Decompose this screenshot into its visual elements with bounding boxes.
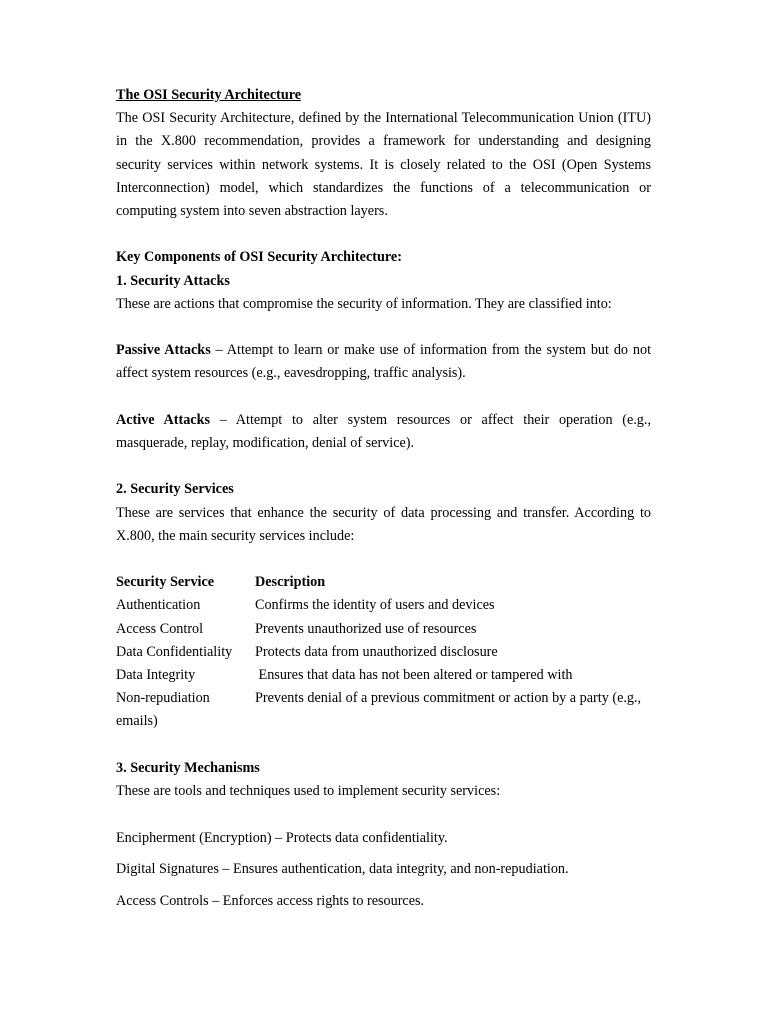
table-row bbox=[116, 664, 651, 687]
mechanism-item-encipherment: Encipherment (Encryption) – Protects data confidentiality. bbox=[116, 830, 448, 847]
document-title: The OSI Security Architecture bbox=[116, 87, 302, 103]
table-row bbox=[116, 618, 651, 641]
table-cell-service: Data Confidentiality bbox=[116, 643, 233, 660]
table-cell-continuation: emails) bbox=[116, 713, 158, 730]
intro-paragraph: The OSI Security Architecture, defined by the International Telecommunication Union (ITU) in the X.800 recommendation, provides a framework for understanding and designing security services within network systems. It is closely related to the OSI (Open Systems Interconnection) model, which standardizes the functions of a telecommunication or computing system into seven abstraction layers. bbox=[116, 110, 651, 220]
table-cell-service: Non-repudiation bbox=[116, 690, 210, 707]
spacer bbox=[116, 734, 651, 757]
table-cell-description: Prevents unauthorized use of resources bbox=[255, 620, 477, 637]
security-attacks-intro: These are actions that compromise the security of information. They are classified into: bbox=[116, 295, 612, 312]
spacer bbox=[116, 455, 651, 478]
passive-attacks-text: – Attempt to learn or make use of information from the system but do not affect system resources (e.g., eavesdropping, traffic analysis). bbox=[116, 342, 652, 382]
active-attacks-paragraph bbox=[116, 409, 651, 455]
security-mechanisms-heading: 3. Security Mechanisms bbox=[116, 759, 260, 776]
table-cell-service: Authentication bbox=[116, 597, 201, 614]
security-mechanisms-intro: These are tools and techniques used to implement security services: bbox=[116, 783, 501, 799]
table-cell-service: Data Integrity bbox=[116, 667, 196, 683]
table-cell-service: Access Control bbox=[116, 620, 204, 637]
security-services-heading: 2. Security Services bbox=[116, 481, 234, 498]
table-row bbox=[116, 641, 651, 664]
security-services-intro: These are services that enhance the security of data processing and transfer. According to X.800, the main security services include: bbox=[116, 504, 651, 544]
spacer bbox=[116, 386, 651, 409]
table-row bbox=[116, 594, 651, 617]
table-cell-description: Prevents denial of a previous commitment or action by a party (e.g., bbox=[255, 690, 642, 707]
mechanism-item-digital-signatures: Digital Signatures – Ensures authentication, data integrity, and non-repudiation. bbox=[116, 861, 569, 878]
table-cell-description: Confirms the identity of users and devices bbox=[255, 597, 495, 614]
spacer bbox=[116, 316, 651, 339]
table-cell-description: Protects data from unauthorized disclosure bbox=[255, 643, 498, 660]
table-header-description: Description bbox=[255, 574, 326, 591]
active-attacks-text: – Attempt to alter system resources or affect their operation (e.g., masquerade, replay, modification, denial of service). bbox=[116, 411, 651, 451]
table-row bbox=[116, 687, 651, 710]
table-cell-description: Ensures that data has not been altered or tampered with bbox=[255, 667, 573, 683]
spacer bbox=[116, 548, 651, 571]
spacer bbox=[116, 803, 651, 819]
passive-attacks-label: Passive Attacks bbox=[116, 342, 211, 359]
key-components-heading: Key Components of OSI Security Architecture: bbox=[116, 249, 402, 266]
mechanism-item-access-controls: Access Controls – Enforces access rights to resources. bbox=[116, 892, 425, 909]
active-attacks-label: Active Attacks bbox=[116, 411, 211, 428]
document-page bbox=[116, 84, 651, 913]
security-attacks-heading: 1. Security Attacks bbox=[116, 272, 230, 289]
table-header-row bbox=[116, 571, 651, 594]
services-table bbox=[116, 571, 651, 733]
table-header-service: Security Service bbox=[116, 574, 215, 591]
passive-attacks-paragraph bbox=[116, 339, 651, 385]
spacer bbox=[116, 223, 651, 246]
